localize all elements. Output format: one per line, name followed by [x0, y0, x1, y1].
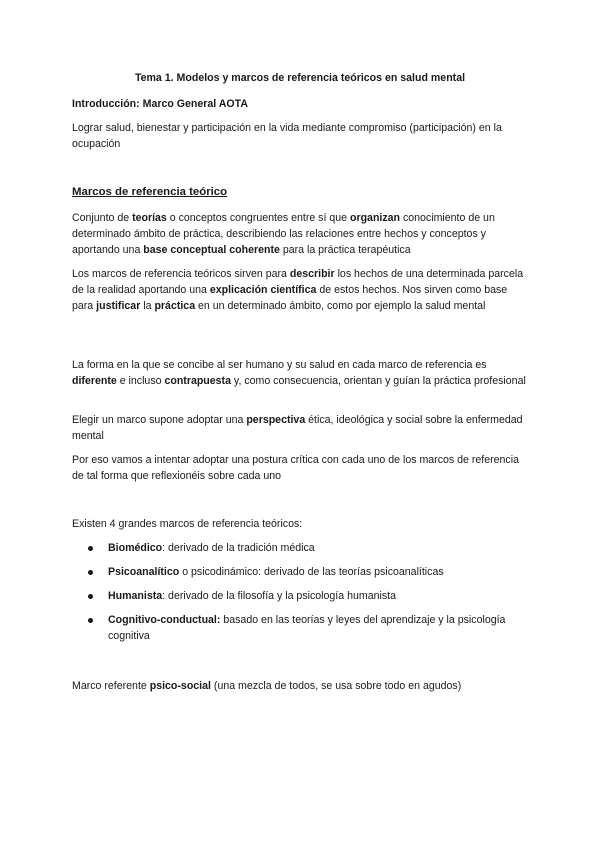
text-run: o conceptos congruentes entre sí que	[166, 212, 350, 224]
bold-run: Psicoanalítico	[108, 566, 180, 578]
text-run: ética, ideológica y social sobre la enfermedad mental	[72, 414, 523, 442]
bold-run: base conceptual coherente	[143, 244, 280, 256]
text-run: de estos hechos. Nos sirven como base para	[72, 284, 508, 312]
list-item	[72, 564, 548, 580]
paragraph-conception	[72, 357, 530, 389]
text-run: La forma en la que se concibe al ser humano y su salud en cada marco de referencia es	[72, 359, 487, 371]
list-intro: Existen 4 grandes marcos de referencia teóricos:	[72, 518, 303, 530]
paragraph-definition	[72, 210, 530, 258]
bold-run: diferente	[72, 375, 117, 387]
text-run: e incluso	[116, 375, 165, 387]
text-run: en un determinado ámbito, como por ejemplo la salud mental	[195, 300, 486, 312]
text-run: Marco referente	[72, 680, 150, 692]
text-run: la	[140, 300, 155, 312]
text-run: o psicodinámico: derivado de las teorías psicoanalíticas	[179, 566, 444, 578]
paragraph-perspective	[72, 412, 530, 444]
text-run: conocimiento de un determinado ámbito de práctica, describiendo las relaciones entre hechos y conceptos y aportando una	[72, 212, 495, 256]
bold-run: justificar	[96, 300, 141, 312]
text-run: : derivado de la tradición médica	[162, 542, 315, 554]
bullet-icon	[88, 594, 93, 599]
bold-run: explicación científica	[209, 284, 317, 296]
text-run: (una mezcla de todos, se usa sobre todo en agudos)	[210, 680, 462, 692]
list-item	[72, 540, 548, 556]
intro-paragraph: Lograr salud, bienestar y participación en la vida mediante compromiso (participación) en la ocupación	[72, 122, 502, 150]
text-run: Elegir un marco supone adoptar una	[72, 414, 247, 426]
text-run: : derivado de la filosofía y la psicología humanista	[162, 590, 396, 602]
list-item	[72, 588, 548, 604]
text-run: los hechos de una determinada parcela de la realidad aportando una	[72, 268, 524, 296]
document-title: Tema 1. Modelos y marcos de referencia teóricos en salud mental	[134, 72, 466, 84]
bullet-icon	[88, 546, 93, 551]
paragraph-psychosocial	[72, 678, 530, 694]
bold-run: práctica	[154, 300, 196, 312]
bold-run: Biomédico	[108, 542, 163, 554]
bold-run: psico-social	[149, 680, 211, 692]
bold-run: describir	[289, 268, 335, 280]
text-run: Los marcos de referencia teóricos sirven para	[72, 268, 290, 280]
text-run: para la práctica terapéutica	[279, 244, 411, 256]
bold-run: contrapuesta	[164, 375, 231, 387]
intro-heading: Introducción: Marco General AOTA	[72, 98, 248, 110]
bold-run: organizan	[349, 212, 401, 224]
bullet-icon	[88, 570, 93, 575]
bold-run: perspectiva	[246, 414, 306, 426]
bullet-icon	[88, 618, 93, 623]
text-run: basado en las teorías y leyes del aprendizaje y la psicología cognitiva	[108, 614, 506, 642]
section-heading: Marcos de referencia teórico	[72, 186, 228, 198]
text-run: Conjunto de	[72, 212, 133, 224]
frameworks-list	[72, 540, 548, 644]
bold-run: Humanista	[108, 590, 163, 602]
text-run: y, como consecuencia, orientan y guían la práctica profesional	[230, 375, 526, 387]
paragraph-critical: Por eso vamos a intentar adoptar una postura crítica con cada uno de los marcos de referencia de tal forma que reflexionéis sobre cada uno	[72, 454, 519, 482]
bold-run: teorías	[132, 212, 167, 224]
paragraph-purpose	[72, 266, 530, 314]
bold-run: Cognitivo-conductual:	[108, 614, 221, 626]
list-item	[72, 612, 548, 644]
